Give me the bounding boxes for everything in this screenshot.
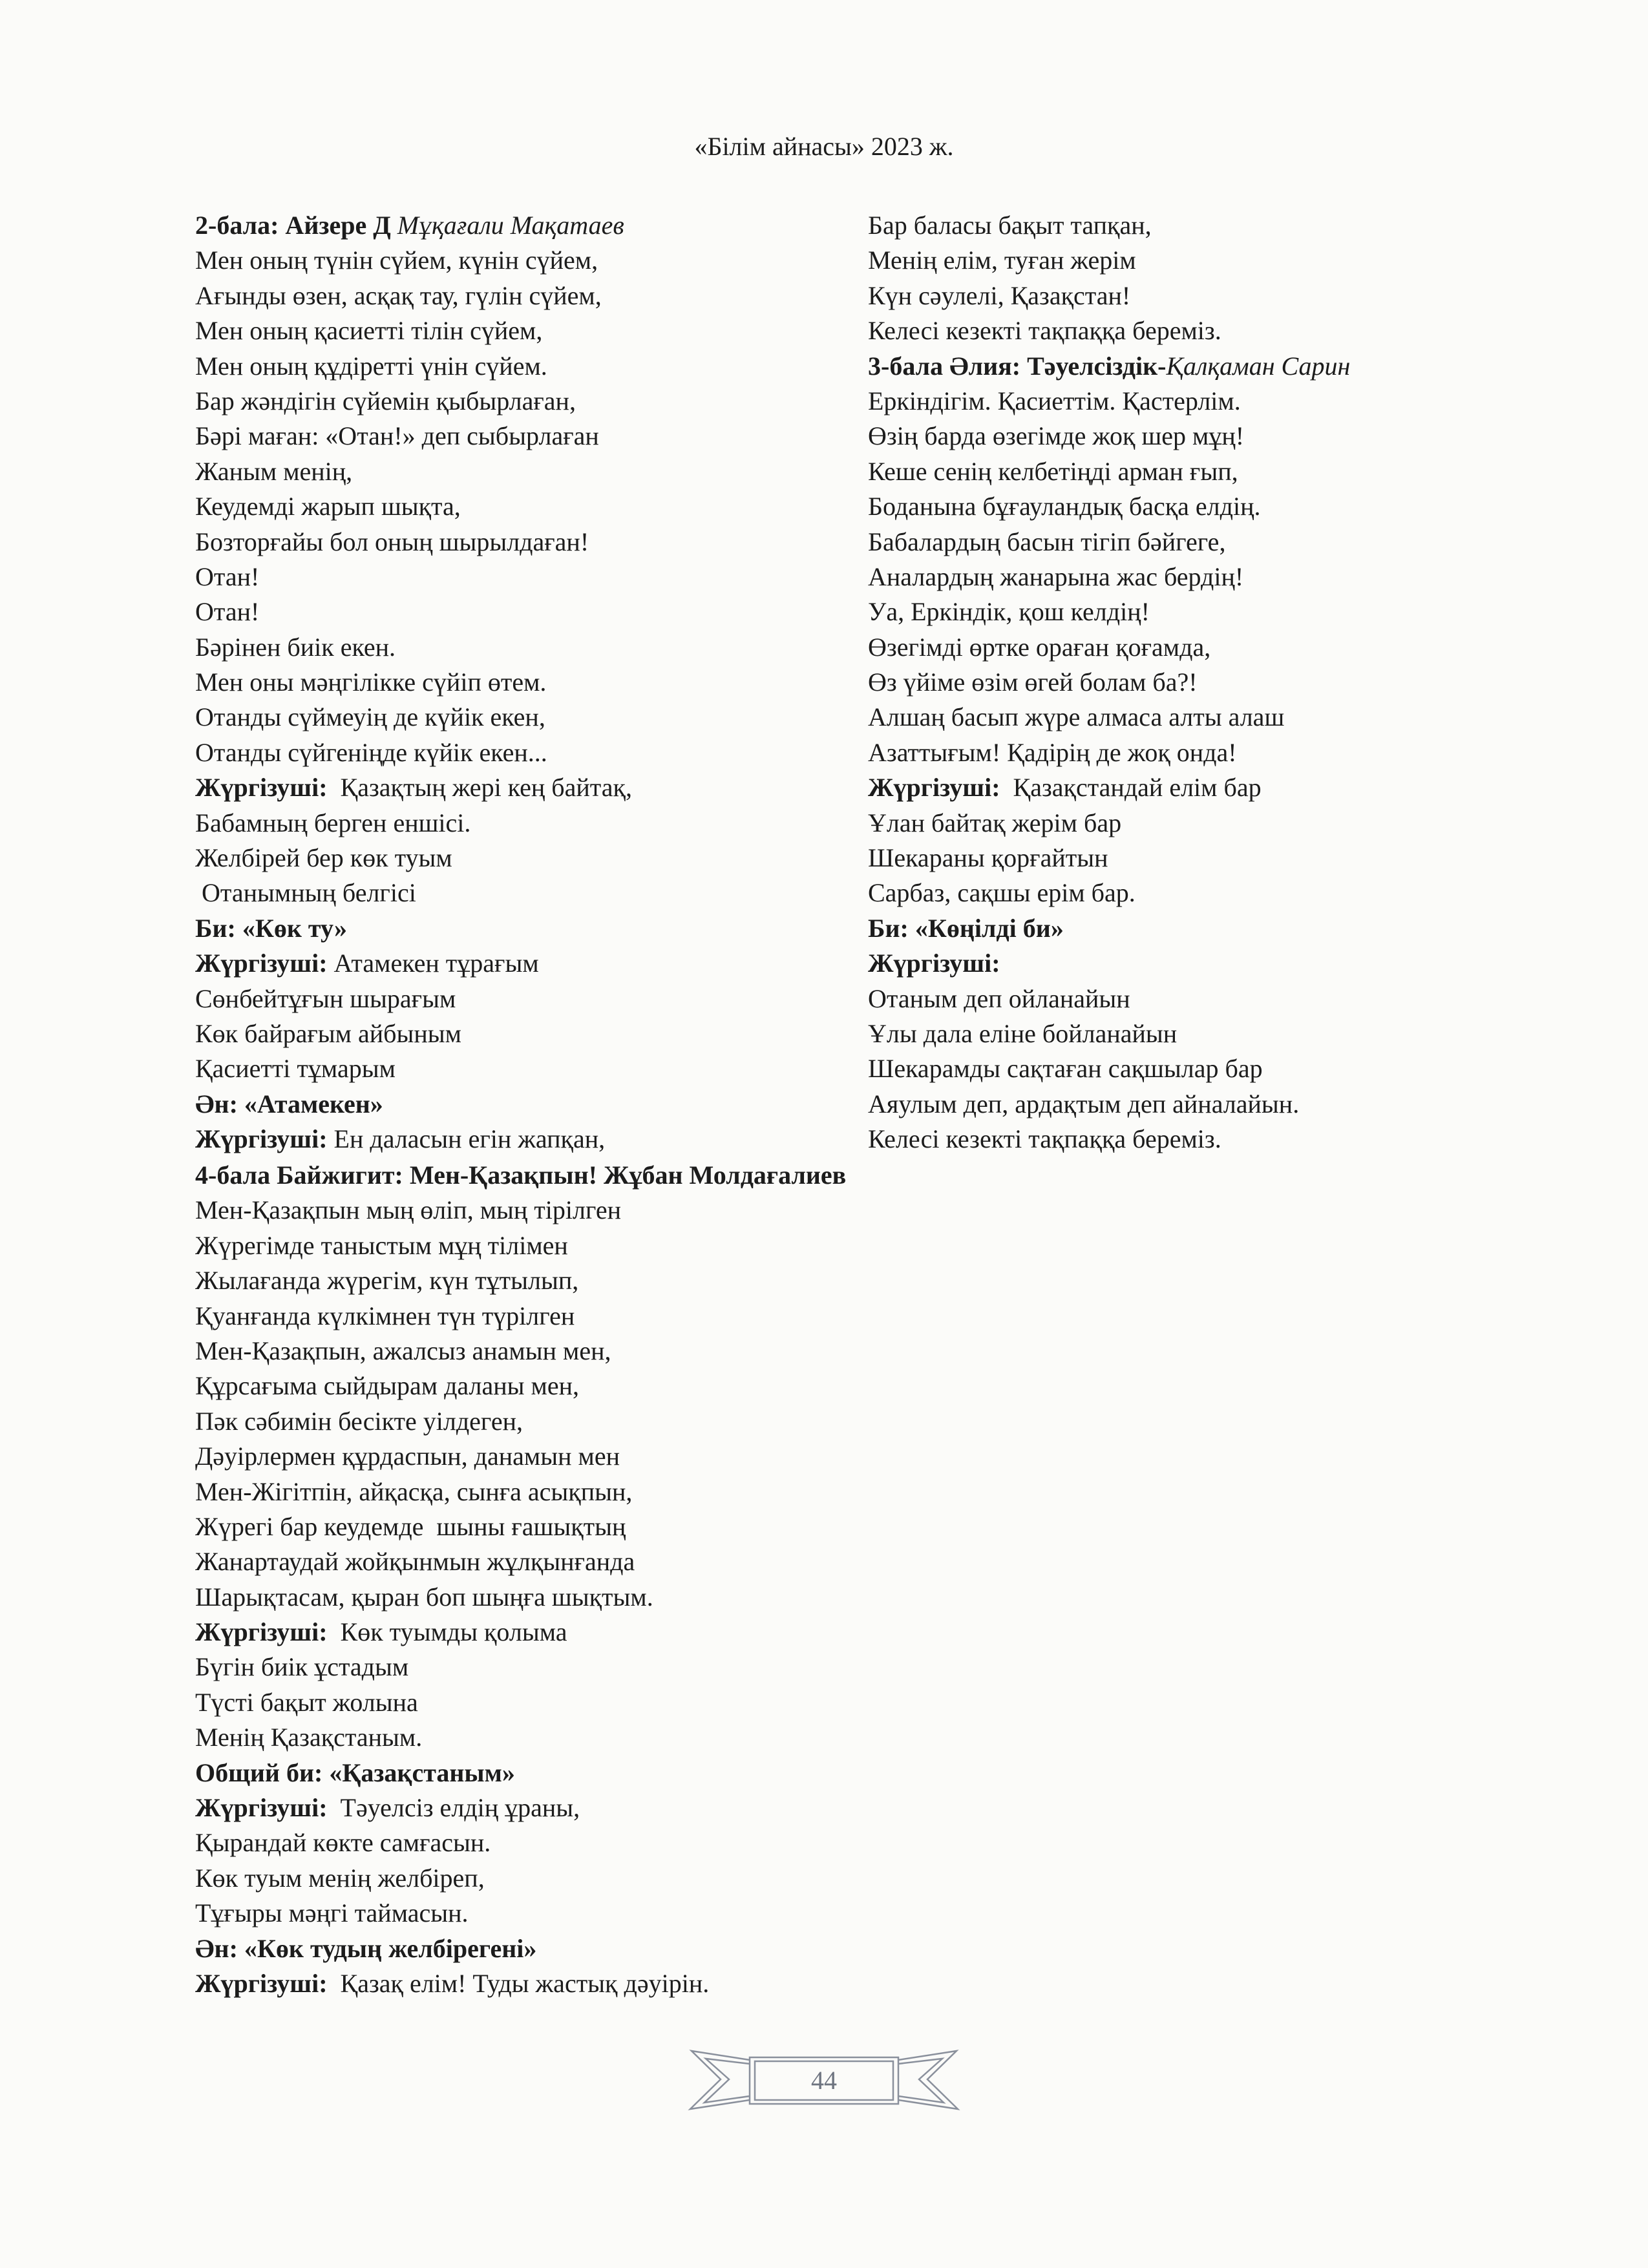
text-segment: Общий би: «Қазақстаным» <box>195 1758 515 1787</box>
text-segment: Азаттығым! Қадірің де жоқ онда! <box>868 737 1237 767</box>
text-segment: Түсті бақыт жолына <box>195 1687 418 1717</box>
text-line <box>195 1650 1294 1685</box>
text-line <box>868 982 1514 1016</box>
text-segment: Ұлы дала еліне бойланайын <box>868 1018 1178 1048</box>
text-segment: Аяулым деп, ардақтым деп айналайын. <box>868 1089 1300 1118</box>
text-segment: Отаным деп ойланайын <box>868 983 1130 1013</box>
text-segment: Менің елім, туған жерім <box>868 246 1136 275</box>
text-segment: Жүргізуші: <box>868 949 1000 978</box>
text-segment: Кеудемді жарып шықта, <box>195 492 461 521</box>
text-line <box>868 560 1514 594</box>
text-segment: Жүргізуші: <box>195 773 328 803</box>
text-line <box>195 1685 1294 1720</box>
text-line <box>868 489 1514 524</box>
text-segment: Алшаң басып жүре алмаса алты алаш <box>868 702 1285 732</box>
page-number-banner <box>685 2048 963 2113</box>
text-line <box>195 489 874 524</box>
text-segment: Жүргізуші: <box>195 1617 328 1647</box>
text-line <box>868 1016 1514 1051</box>
text-line <box>195 1122 874 1157</box>
text-segment: 4-бала Байжигит: Мен-Қазақпын! Жұбан Молдағалиев <box>195 1160 847 1190</box>
text-segment: Мен-Қазақпын, ажалсыз анамын мен, <box>195 1336 611 1365</box>
text-line <box>195 1016 874 1051</box>
text-segment: Жүргізуші: <box>195 1124 328 1154</box>
text-segment: Келесі кезекті тақпаққа береміз. <box>868 316 1221 346</box>
text-segment: Бабалардың басын тігіп бәйгеге, <box>868 527 1226 556</box>
text-segment: Бабамның берген еншісі. <box>195 808 471 837</box>
text-segment: Ен даласын егін жапқан, <box>327 1124 606 1154</box>
text-line <box>195 630 874 665</box>
text-segment: Мен оның қасиетті тілін сүйем, <box>195 316 543 346</box>
text-segment: Қуанғанда күлкімнен түн түрілген <box>195 1301 575 1330</box>
text-line <box>195 1756 1294 1790</box>
text-segment: Уа, Еркіндік, қош келдің! <box>868 597 1150 627</box>
text-line <box>868 313 1514 348</box>
text-line <box>868 735 1514 770</box>
text-line <box>195 770 874 805</box>
text-segment: Би: «Көңілді би» <box>868 913 1064 943</box>
text-line <box>195 1475 1294 1509</box>
text-segment: Жанартаудай жойқынмын жұлқынғанда <box>195 1547 635 1577</box>
text-segment: Жүргізуші: <box>868 773 1000 803</box>
text-segment: Қазақтың жері кең байтақ, <box>327 773 632 803</box>
text-segment: Жүргізуші: <box>195 1793 328 1823</box>
text-line <box>195 1369 1294 1403</box>
text-segment: Бәрі маған: «Отан!» деп сыбырлаған <box>195 421 599 451</box>
text-segment: Мен-Қазақпын мың өліп, мың тірілген <box>195 1195 622 1225</box>
text-segment: Қасиетті тұмарым <box>195 1054 396 1084</box>
text-line <box>195 1193 1294 1228</box>
text-segment: Отан! <box>195 562 260 591</box>
text-segment: Отанды сүймеуің де күйік екен, <box>195 702 545 732</box>
text-line <box>868 208 1514 243</box>
text-segment: Мен оны мәңгілікке сүйіп өтем. <box>195 667 547 697</box>
text-segment: Жылағанда жүрегім, күн тұтылып, <box>195 1266 579 1296</box>
text-line <box>868 806 1514 841</box>
text-segment: Шекараны қорғайтын <box>868 843 1108 873</box>
text-segment: Жүрегі бар кеудемде шыны ғашықтың <box>195 1511 626 1541</box>
text-line <box>195 982 874 1016</box>
text-line <box>868 841 1514 876</box>
text-line <box>195 1896 1294 1931</box>
text-line <box>195 1334 1294 1369</box>
text-line <box>195 384 874 419</box>
text-line <box>868 525 1514 560</box>
text-segment: Ұлан байтақ жерім бар <box>868 808 1122 837</box>
text-line <box>195 594 874 629</box>
left-column-top <box>195 208 874 1157</box>
text-line <box>195 1051 874 1086</box>
text-segment: Мұқағали Мақатаев <box>397 211 624 240</box>
text-segment: Өзегімді өртке ораған қоғамда, <box>868 632 1211 662</box>
text-line <box>195 1580 1294 1615</box>
text-segment: Өз үйіме өзім өгей болам ба?! <box>868 667 1198 697</box>
text-segment: Дәуірлермен құрдаспын, данамын мен <box>195 1442 620 1471</box>
text-line <box>195 735 874 770</box>
text-segment: Көк туым менің желбіреп, <box>195 1863 485 1893</box>
left-column-bottom <box>195 1158 1294 2001</box>
text-segment: Жүрегімде таныстым мұң тілімен <box>195 1230 568 1260</box>
text-segment: Бозторғайы бол оның шырылдаған! <box>195 527 589 556</box>
text-line <box>195 1228 1294 1263</box>
text-segment: Ән: «Атамекен» <box>195 1089 383 1118</box>
text-segment: Отанымның белгісі <box>195 878 416 908</box>
text-segment: Еркіндігім. Қасиеттім. Қастерлім. <box>868 386 1241 415</box>
text-line <box>195 525 874 560</box>
text-segment: Көк байрағым айбыным <box>195 1018 461 1048</box>
text-segment: Шарықтасам, қыран боп шыңға шықтым. <box>195 1582 653 1612</box>
text-line <box>195 454 874 489</box>
text-line <box>195 1825 1294 1860</box>
text-segment: Ағынды өзен, асқақ тау, гүлін сүйем, <box>195 280 602 310</box>
text-segment: Қазақстандай елім бар <box>1000 773 1262 803</box>
text-line <box>195 208 874 243</box>
text-segment: Пәк сәбимін бесікте уілдеген, <box>195 1406 523 1436</box>
text-segment: Ән: «Көк тудың желбірегені» <box>195 1933 537 1963</box>
text-segment: Атамекен тұрағым <box>327 949 539 978</box>
text-line <box>868 384 1514 419</box>
text-segment: 3-бала Әлия: Тәуелсіздік- <box>868 351 1167 381</box>
text-segment: Қазақ елім! Туды жастық дәуірін. <box>327 1968 710 1998</box>
text-line <box>195 1509 1294 1544</box>
text-line <box>868 243 1514 278</box>
text-line <box>195 946 874 981</box>
text-line <box>195 1615 1294 1650</box>
text-line <box>195 1931 1294 1966</box>
text-segment: Аналардың жанарына жас бердің! <box>868 562 1244 591</box>
text-line <box>195 665 874 700</box>
text-segment: Сарбаз, сақшы ерім бар. <box>868 878 1136 908</box>
text-line <box>195 1439 1294 1474</box>
text-segment: Жүргізуші: <box>195 1968 328 1998</box>
text-segment: Мен-Жігітпін, айқасқа, сынға асықпын, <box>195 1476 633 1506</box>
text-line <box>195 806 874 841</box>
text-segment: Шекарамды сақтаған сақшылар бар <box>868 1054 1263 1084</box>
text-line <box>195 349 874 384</box>
text-segment: Қалқаман Сарин <box>1166 351 1351 381</box>
text-line <box>195 876 874 910</box>
text-segment: Желбірей бер көк туым <box>195 843 452 873</box>
text-segment: Би: «Көк ту» <box>195 913 347 943</box>
text-segment: Сөнбейтұғын шырағым <box>195 983 456 1013</box>
text-line <box>195 1158 1294 1193</box>
text-segment: Менің Қазақстаным. <box>195 1723 423 1752</box>
text-segment: Боданына бұғауландық басқа елдің. <box>868 492 1261 521</box>
text-line <box>195 1966 1294 2001</box>
text-line <box>868 1051 1514 1086</box>
text-line <box>868 1087 1514 1122</box>
text-line <box>195 1544 1294 1579</box>
text-line <box>195 313 874 348</box>
text-line <box>195 1299 1294 1334</box>
text-line <box>868 911 1514 946</box>
text-line <box>195 419 874 454</box>
text-line <box>195 1790 1294 1825</box>
text-line <box>195 1404 1294 1439</box>
text-segment: Тәуелсіз елдің ұраны, <box>327 1793 580 1823</box>
text-segment: 2-бала: Айзере Д <box>195 211 397 240</box>
text-line <box>195 911 874 946</box>
text-line <box>195 1861 1294 1896</box>
text-segment: Бүгін биік ұстадым <box>195 1652 409 1682</box>
text-segment: Көк туымды қолыма <box>327 1617 567 1647</box>
text-segment: Жүргізуші: <box>195 949 328 978</box>
text-segment: Бар жәндігін сүйемін қыбырлаған, <box>195 386 576 415</box>
text-line <box>195 1263 1294 1298</box>
text-line <box>195 278 874 313</box>
text-line <box>868 876 1514 910</box>
text-segment: Кеше сенің келбетіңді арман ғып, <box>868 456 1238 486</box>
text-line <box>195 841 874 876</box>
text-line <box>868 770 1514 805</box>
text-segment: Күн сәулелі, Қазақстан! <box>868 280 1131 310</box>
text-segment: Отанды сүйгеніңде күйік екен... <box>195 737 547 767</box>
text-segment: Жаным менің, <box>195 456 353 486</box>
text-line <box>868 594 1514 629</box>
text-segment: Бәрінен биік екен. <box>195 632 396 662</box>
text-line <box>195 1087 874 1122</box>
text-line <box>868 665 1514 700</box>
text-line <box>195 700 874 735</box>
text-segment: Тұғыры мәңгі таймасын. <box>195 1898 469 1928</box>
page-number: 44 <box>811 2066 837 2095</box>
text-line <box>868 454 1514 489</box>
text-line <box>868 278 1514 313</box>
right-column <box>868 208 1514 1157</box>
text-line <box>868 630 1514 665</box>
text-segment: Бар баласы бақыт тапқан, <box>868 211 1152 240</box>
text-line <box>195 1720 1294 1755</box>
text-line <box>868 1122 1514 1157</box>
text-line <box>195 560 874 594</box>
text-segment: Мен оның құдіретті үнін сүйем. <box>195 351 547 381</box>
text-line <box>195 243 874 278</box>
text-line <box>868 349 1514 384</box>
text-segment: Қырандай көкте самғасын. <box>195 1828 491 1858</box>
text-line <box>868 700 1514 735</box>
text-segment: Келесі кезекті тақпаққа береміз. <box>868 1124 1221 1154</box>
page-header: «Білім айнасы» 2023 ж. <box>694 132 954 161</box>
text-segment: Өзің барда өзегімде жоқ шер мұң! <box>868 421 1245 451</box>
text-line <box>868 946 1514 981</box>
text-segment: Мен оның түнін сүйем, күнін сүйем, <box>195 246 598 275</box>
text-segment: Құрсағыма сыйдырам даланы мен, <box>195 1371 580 1401</box>
text-segment: Отан! <box>195 597 260 627</box>
text-line <box>868 419 1514 454</box>
